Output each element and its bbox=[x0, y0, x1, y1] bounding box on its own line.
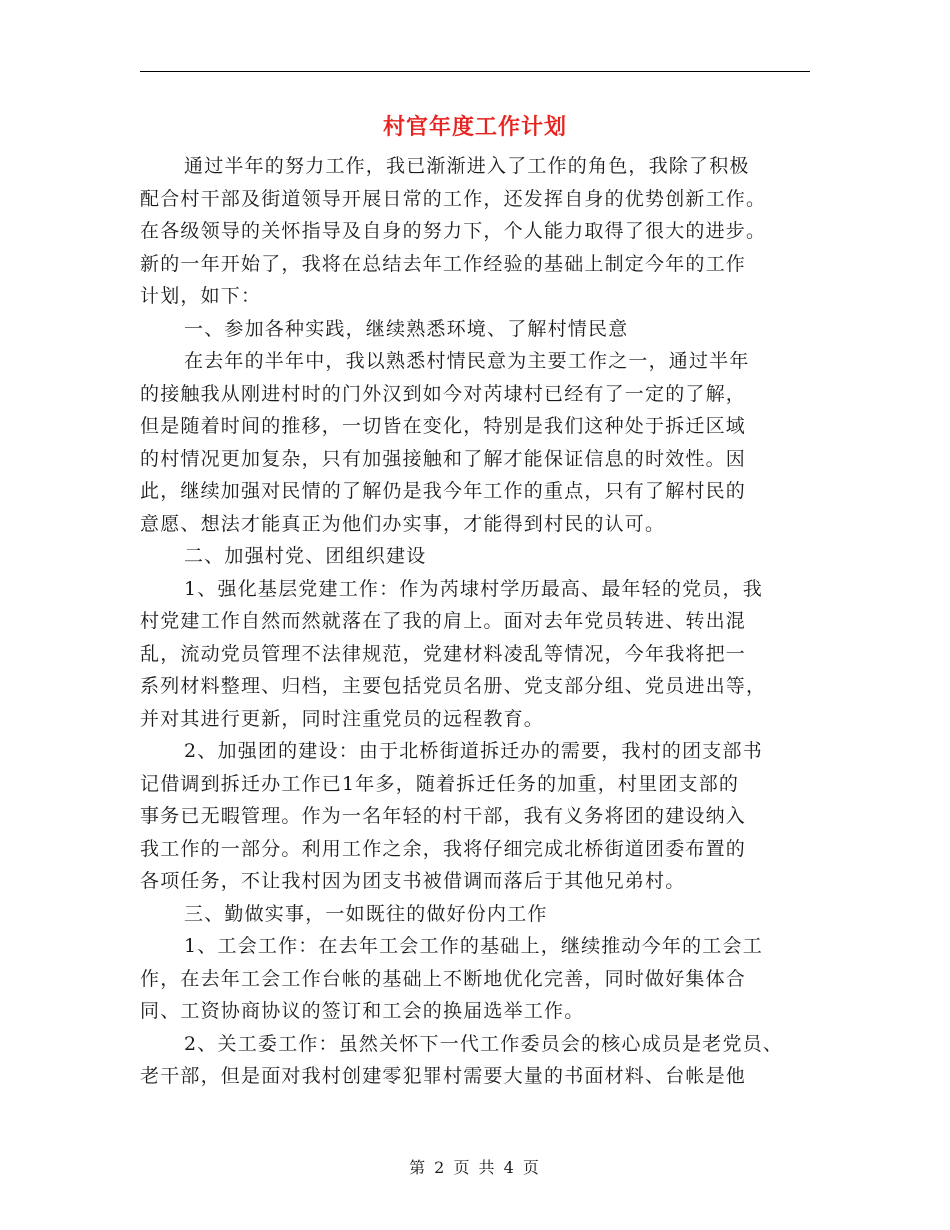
body-line: 记借调到拆迁办工作已1年多，随着拆迁任务的加重，村里团支部的 bbox=[140, 772, 740, 795]
body-line: 事务已无暇管理。作为一名年轻的村干部，我有义务将团的建设纳入 bbox=[140, 805, 747, 827]
body-line: 通过半年的努力工作，我已渐渐进入了工作的角色，我除了积极 bbox=[184, 155, 750, 177]
body-line: 系列材料整理、归档，主要包括党员名册、党支部分组、党员进出等， bbox=[140, 675, 767, 697]
body-line: 老干部，但是面对我村创建零犯罪村需要大量的书面材料、台帐是他 bbox=[140, 1065, 747, 1087]
body-line: 一、参加各种实践，继续熟悉环境、了解村情民意 bbox=[184, 317, 629, 340]
body-line: 意愿、想法才能真正为他们办实事，才能得到村民的认可。 bbox=[140, 512, 666, 535]
body-line: 二、加强村党、团组织建设 bbox=[184, 545, 427, 567]
body-line: 我工作的一部分。利用工作之余，我将仔细完成北桥街道团委布置的 bbox=[140, 837, 747, 860]
body-line: 计划，如下： bbox=[140, 285, 262, 307]
body-line: 的接触我从刚进村时的门外汉到如今对芮埭村已经有了一定的了解， bbox=[140, 382, 747, 405]
body-line: 同、工资协商协议的签订和工会的换届选举工作。 bbox=[140, 1000, 585, 1022]
body-line: 作，在去年工会工作台帐的基础上不断地优化完善，同时做好集体合 bbox=[140, 967, 747, 990]
header-rule bbox=[140, 71, 810, 72]
body-line: 村党建工作自然而然就落在了我的肩上。面对去年党员转进、转出混 bbox=[140, 610, 747, 632]
body-line: 的村情况更加复杂，只有加强接触和了解才能保证信息的时效性。因 bbox=[140, 447, 747, 470]
body-line: 三、勤做实事，一如既往的做好份内工作 bbox=[184, 902, 548, 925]
body-line: 在各级领导的关怀指导及自身的努力下，个人能力取得了很大的进步。 bbox=[140, 220, 767, 242]
body-line: 2、关工委工作：虽然关怀下一代工作委员会的核心成员是老党员、 bbox=[184, 1032, 784, 1055]
body-line: 但是随着时间的推移，一切皆在变化，特别是我们这种处于拆迁区域 bbox=[140, 415, 747, 437]
body-line: 乱，流动党员管理不法律规范，党建材料凌乱等情况，今年我将把一 bbox=[140, 642, 747, 665]
body-line: 1、工会工作：在去年工会工作的基础上，继续推动今年的工会工 bbox=[184, 935, 763, 957]
body-line: 1、强化基层党建工作：作为芮埭村学历最高、最年轻的党员，我 bbox=[184, 577, 763, 600]
body-line: 配合村干部及街道领导开展日常的工作，还发挥自身的优势创新工作。 bbox=[140, 187, 767, 210]
page-number: 第 2 页 共 4 页 bbox=[409, 1158, 541, 1177]
body-line: 并对其进行更新，同时注重党员的远程教育。 bbox=[140, 707, 545, 730]
body-line: 新的一年开始了，我将在总结去年工作经验的基础上制定今年的工作 bbox=[140, 252, 747, 275]
body-line: 各项任务，不让我村因为团支书被借调而落后于其他兄弟村。 bbox=[140, 870, 686, 892]
document-title: 村官年度工作计划 bbox=[382, 114, 567, 140]
document-body bbox=[140, 150, 810, 1093]
body-line: 在去年的半年中，我以熟悉村情民意为主要工作之一，通过半年 bbox=[184, 350, 750, 372]
body-line: 此，继续加强对民情的了解仍是我今年工作的重点，只有了解村民的 bbox=[140, 480, 747, 502]
body-line: 2、加强团的建设：由于北桥街道拆迁办的需要，我村的团支部书 bbox=[184, 740, 763, 762]
